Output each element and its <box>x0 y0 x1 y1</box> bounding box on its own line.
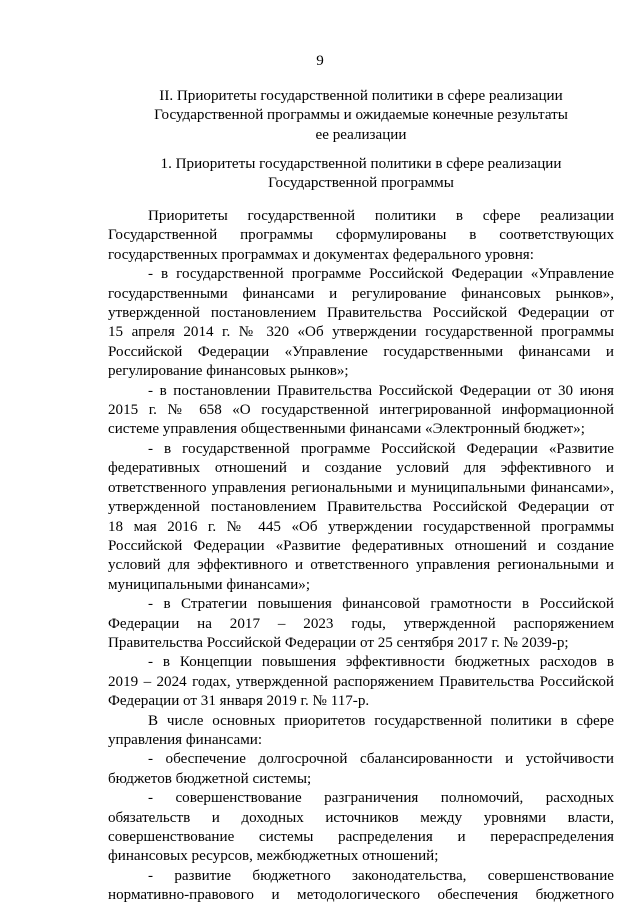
body-line: утвержденной постановлением Правительства Российской Федерации от <box>108 499 614 516</box>
body-line: 18 мая 2016 г. № 445 «Об утверждении государственной программы <box>108 518 614 535</box>
body-line: государственными финансами и регулирование финансовых рынков», <box>108 285 614 302</box>
body-line: системе управления общественными финансами «Электронный бюджет»; <box>108 421 585 438</box>
body-line: - в Концепции повышения эффективности бюджетных расходов в <box>148 654 614 671</box>
body-line: - в постановлении Правительства Российской Федерации от 30 июня <box>148 382 614 399</box>
body-line: Российской Федерации «Развитие федеративных отношений и создание <box>108 537 614 554</box>
body-line: Российской Федерации «Управление государственными финансами и <box>108 343 614 360</box>
body-line: - в государственной программе Российской Федерации «Развитие <box>148 440 614 457</box>
section-heading <box>108 87 614 145</box>
body-line: финансовых ресурсов, межбюджетных отношений; <box>108 848 439 865</box>
body-line: - обеспечение долгосрочной сбалансированности и устойчивости <box>148 751 614 768</box>
body-line: условий для эффективного и ответственного управления региональными и <box>108 557 614 574</box>
body-line: Федерации на 2017 – 2023 годы, утвержденной распоряжением <box>108 615 614 632</box>
body-line: ответственного управления региональными и муниципальными финансами», <box>108 479 614 496</box>
body-line: - в Стратегии повышения финансовой грамотности в Российской <box>148 596 614 613</box>
body-line: Правительства Российской Федерации от 25 сентября 2017 г. № 2039-р; <box>108 634 569 651</box>
body-line: государственных программах и документах федерального уровня: <box>108 246 534 263</box>
subsection-heading <box>108 155 614 194</box>
section-heading-line: ее реализации <box>315 126 407 143</box>
body-line: управления финансами: <box>108 731 263 748</box>
subsection-heading-line: 1. Приоритеты государственной политики в сфере реализации <box>160 156 562 172</box>
body-line: обязательств и доходных источников между уровнями власти, <box>108 809 614 826</box>
body-line: Государственной программы сформулированы в соответствующих <box>108 227 614 244</box>
body-line: утвержденной постановлением Правительства Российской Федерации от <box>108 305 614 322</box>
page-number: 9 <box>316 53 324 69</box>
body-line: Федерации от 31 января 2019 г. № 117-р. <box>108 693 370 710</box>
body-line: регулирование финансовых рынков»; <box>108 363 349 380</box>
body-line: муниципальными финансами»; <box>108 576 311 593</box>
body-line: федеративных отношений и создание условий для эффективного и <box>108 460 614 477</box>
body-line: - в государственной программе Российской Федерации «Управление <box>148 266 614 283</box>
body-text <box>108 207 614 906</box>
body-line: нормативно-правового и методологического обеспечения бюджетного <box>108 887 614 904</box>
body-line: 2015 г. № 658 «О государственной интегрированной информационной <box>108 402 614 419</box>
section-heading-line: II. Приоритеты государственной политики в сфере реализации <box>159 88 563 104</box>
body-line: 2019 – 2024 годах, утвержденной распоряжением Правительства Российской <box>108 673 614 690</box>
body-line: бюджетов бюджетной системы; <box>108 770 312 787</box>
body-line: - развитие бюджетного законодательства, совершенствование <box>148 867 614 884</box>
body-line: Приоритеты государственной политики в сфере реализации <box>148 208 614 224</box>
body-line: совершенствование системы распределения и перераспределения <box>108 829 614 845</box>
body-line: 15 апреля 2014 г. № 320 «Об утверждении государственной программы <box>108 324 614 341</box>
body-line: - совершенствование разграничения полномочий, расходных <box>148 790 614 807</box>
body-line: В числе основных приоритетов государственной политики в сфере <box>148 712 614 729</box>
section-heading-line: Государственной программы и ожидаемые конечные результаты <box>154 107 568 124</box>
subsection-heading-line: Государственной программы <box>268 175 454 192</box>
